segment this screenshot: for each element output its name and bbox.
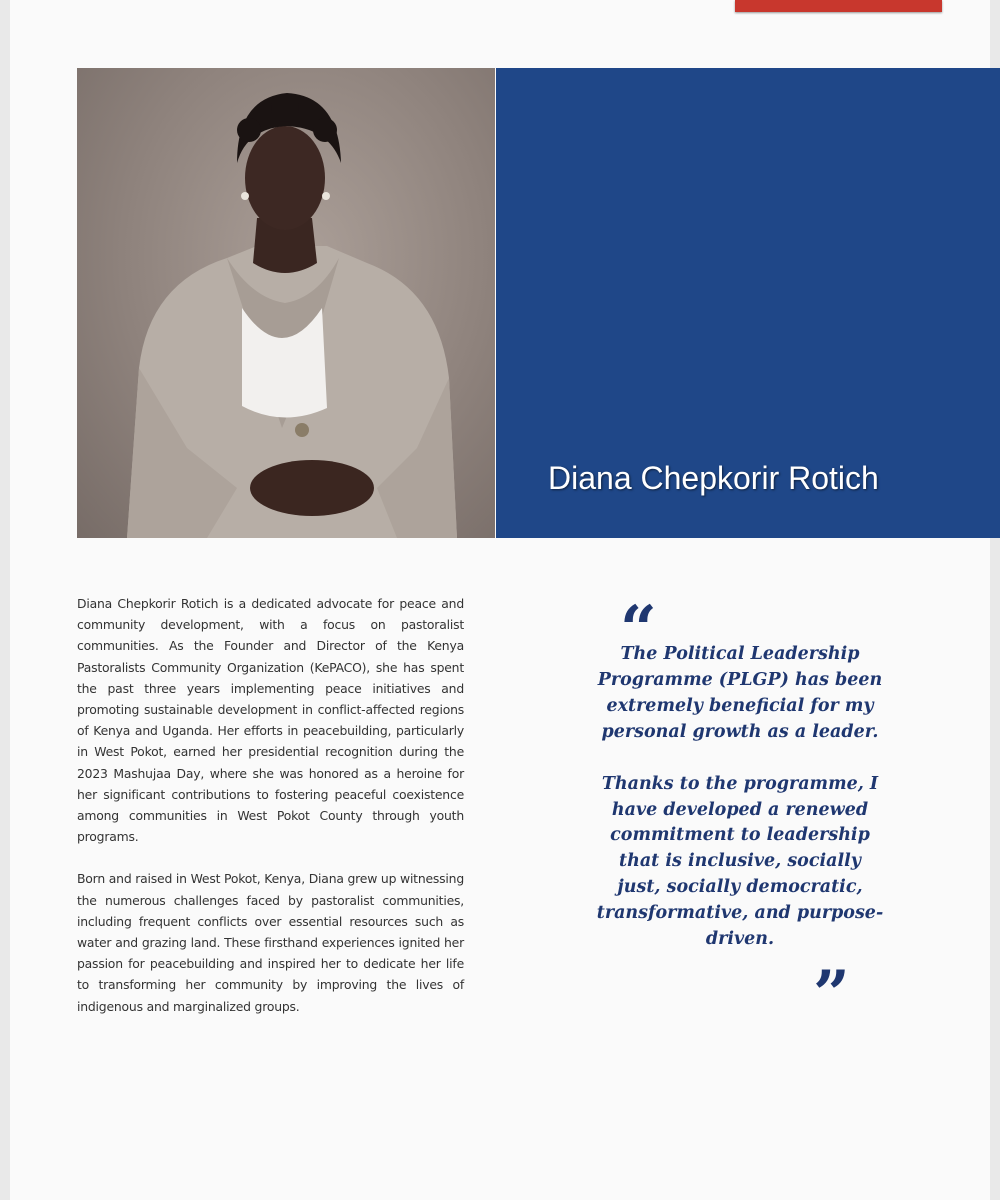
name-banner bbox=[496, 68, 1000, 538]
bio-paragraph: Diana Chepkorir Rotich is a dedicated advocate for peace and community development, with a focus on pastoralist communities. As the Founder and Director of the Kenya Pastoralists Community Organization (KePACO), she has spent the past three years implementing peace initiatives and promoting sustainable development in conflict-affected regions of Kenya and Uganda. Her efforts in peacebuilding, particularly in West Pokot, earned her presidential recognition during the 2023 Mashujaa Day, where she was honored as a heroine for her significant contributions to fostering peaceful coexistence among communities in West Pokot County through youth programs. bbox=[77, 596, 464, 845]
portrait-photo bbox=[77, 68, 495, 538]
biography bbox=[77, 593, 464, 1038]
quote-body bbox=[595, 642, 885, 979]
bio-paragraph: Born and raised in West Pokot, Kenya, Diana grew up witnessing the numerous challenges faced by pastoralist communities, including frequent conflicts over essential resources such as water and grazing land. These firsthand experiences ignited her passion for peacebuilding and inspired her to dedicate her life to transforming her community by improving the lives of indigenous and marginalized groups. bbox=[77, 871, 464, 1014]
quote-paragraph: The Political Leadership Programme (PLGP) has been extremely beneficial for my personal growth as a leader. bbox=[597, 644, 883, 742]
document-page bbox=[10, 0, 990, 1200]
profile-name: Diana Chepkorir Rotich bbox=[548, 460, 879, 496]
portrait-illustration bbox=[77, 68, 495, 538]
header-red-tab bbox=[735, 0, 942, 12]
quote-paragraph: Thanks to the programme, I have developed a renewed commitment to leadership that is inclusive, socially just, socially democratic, transformative, and purpose-driven. bbox=[596, 773, 884, 950]
open-quote-icon: “ bbox=[620, 592, 657, 667]
close-quote-icon: ” bbox=[813, 957, 850, 1032]
